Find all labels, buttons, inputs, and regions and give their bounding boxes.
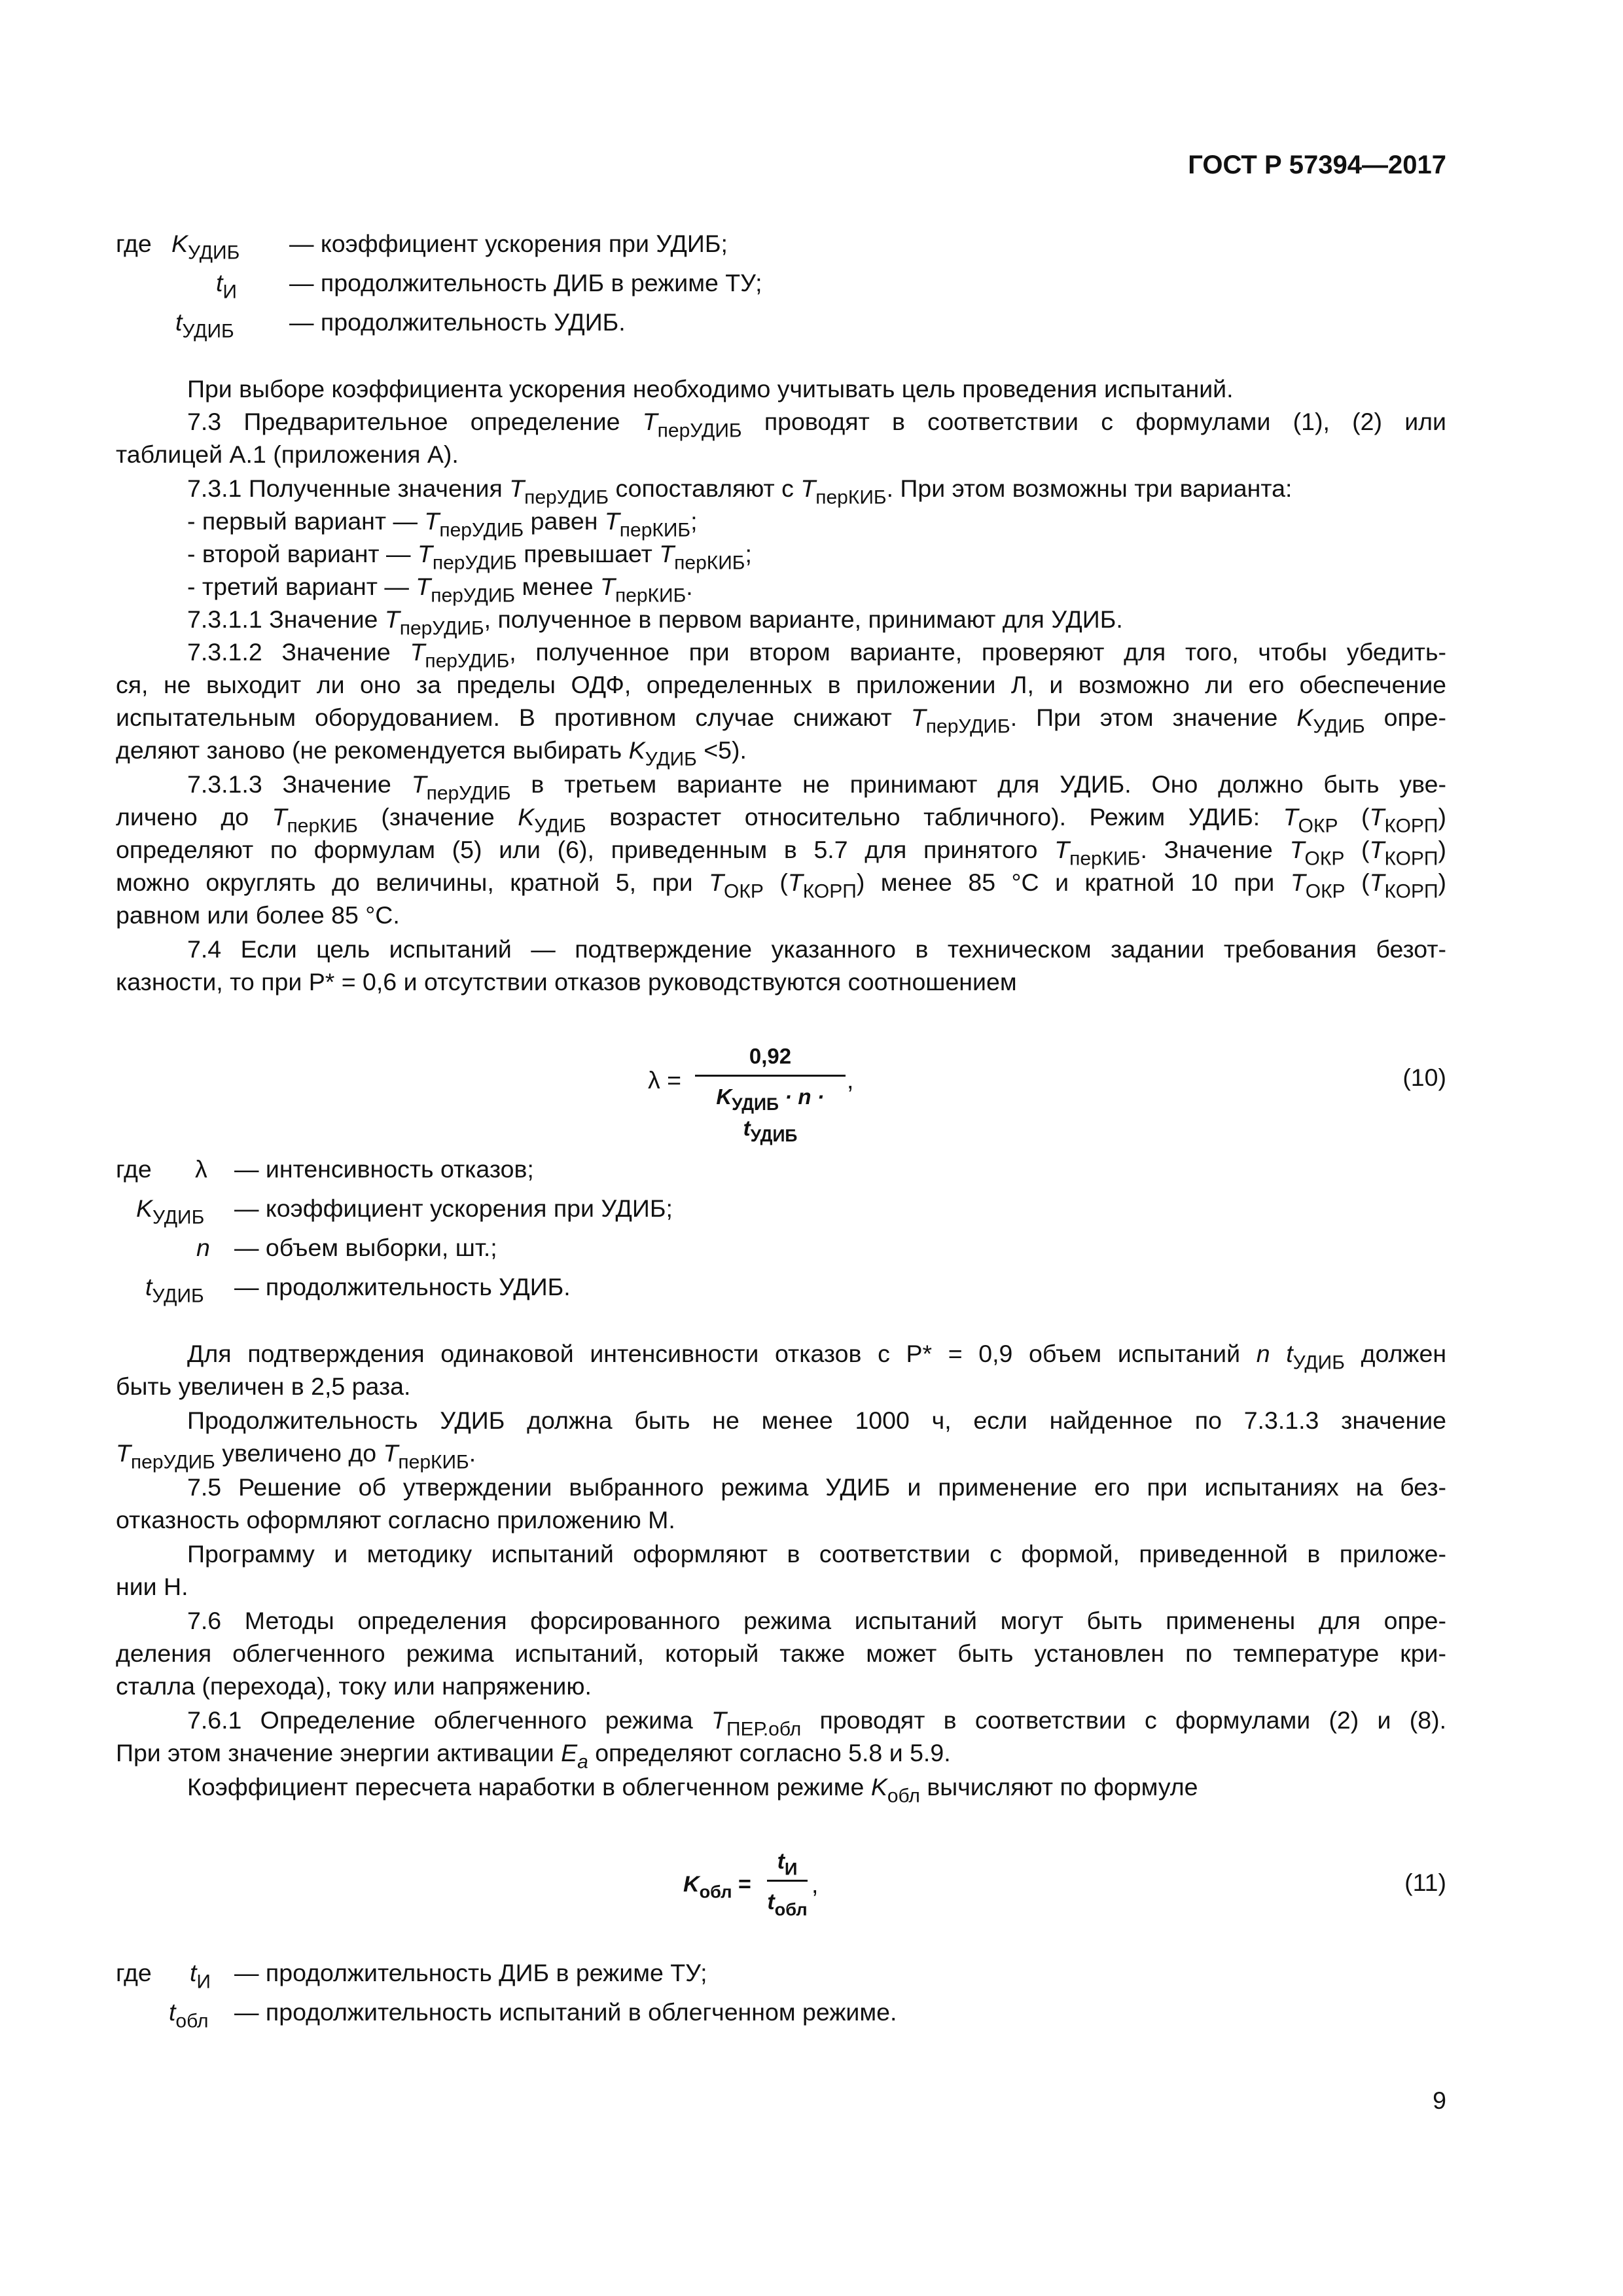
- def-text: — продолжительность ДИБ в режиме ТУ;: [234, 1959, 707, 1986]
- def-prefix: где: [116, 230, 152, 257]
- def-symbol: λ: [195, 1155, 207, 1183]
- paragraph-7-3-1-3-line: равном или более 85 °С.: [116, 901, 400, 929]
- def-text: — интенсивность отказов;: [234, 1155, 534, 1183]
- paragraph-7-3-1: 7.3.1 Полученные значения $T_{перУДИБ}$ сопоставляют с $T_{перКИБ}$. При этом возможны три варианта:: [187, 475, 1293, 509]
- paragraph-7-3-1-3-line: личено до $T_{перКИБ}$ (значение $K_{УДИБ}$ возрастет относительно табличного). Режим УДИБ: $T_{ОКР}$ $(T_{КОРП})$: [116, 803, 1446, 837]
- paragraph: При выборе коэффициента ускорения необходимо учитывать цель проведения испытаний.: [187, 375, 1234, 403]
- paragraph-7-3-1-2-line: 7.3.1.2 Значение $T_{перУДИБ}$, полученное при втором варианте, проверяют для того, чтобы убедить-: [187, 638, 1446, 672]
- paragraph-7-3-1-3-line: 7.3.1.3 Значение $T_{перУДИБ}$ в третьем варианте не принимают для УДИБ. Оно должно быть уве-: [187, 770, 1447, 804]
- paragraph-7-3-1-2-line: ся, не выходит ли оно за пределы ОДФ, определенных в приложении Л, и возможно ли его обеспечение: [116, 671, 1446, 698]
- paragraph-line: Для подтверждения одинаковой интенсивности отказов с Р* = 0,9 объем испытаний n $t_{УДИБ}$ должен: [187, 1340, 1447, 1374]
- eq11-comma: ,: [812, 1871, 819, 1898]
- eq11-denominator: $t_{обл}$: [767, 1890, 808, 1920]
- fraction-bar: [767, 1880, 808, 1882]
- def-symbol: $t_И$: [216, 269, 237, 303]
- eq11-lhs: $K_{обл}$ =: [683, 1872, 751, 1902]
- fraction-bar: [695, 1075, 846, 1077]
- paragraph-7-3-1-2-line: деляют заново (не рекомендуется выбирать $K_{УДИБ} <5$).: [116, 736, 747, 770]
- page-number: 9: [1433, 2087, 1446, 2114]
- def-symbol: $t_И$: [190, 1959, 211, 1993]
- def-symbol: $K_{УДИБ}$: [136, 1194, 205, 1229]
- paragraph-line: быть увеличен в 2,5 раза.: [116, 1372, 411, 1400]
- paragraph-7-5-line: отказность оформляют согласно приложению М.: [116, 1506, 675, 1534]
- def-symbol: $t_{УДИБ}$: [175, 308, 234, 342]
- def-prefix: где: [116, 1155, 152, 1183]
- paragraph-7-3-1-3-line: можно округлять до величины, кратной 5, при $T_{ОКР}$ $(T_{КОРП})$ менее 85 °С и кратной 10 при $T_{ОКР}$ $(T_{КОРП})$: [116, 869, 1447, 903]
- paragraph-7-3-line: таблицей А.1 (приложения А).: [116, 440, 459, 468]
- paragraph-7-6-line: 7.6 Методы определения форсированного режима испытаний могут быть применены для опре-: [187, 1607, 1446, 1634]
- paragraph-7-5-line: 7.5 Решение об утверждении выбранного режима УДИБ и применение его при испытаниях на без-: [187, 1473, 1446, 1501]
- equation-number: (10): [1402, 1064, 1446, 1091]
- paragraph-7-3-line: 7.3 Предварительное определение $T_{перУДИБ}$ проводят в соответствии с формулами (1), (2) или: [187, 408, 1446, 442]
- paragraph-7-3-1-2-line: испытательным оборудованием. В противном случае снижают $T_{перУДИБ}$. При этом значение $K_{УДИБ}$ опре-: [116, 704, 1446, 738]
- def-symbol: n: [196, 1234, 210, 1261]
- def-prefix: где: [116, 1959, 152, 1986]
- def-text: — продолжительность ДИБ в режиме ТУ;: [289, 269, 762, 296]
- def-text: — коэффициент ускорения при УДИБ;: [289, 230, 728, 257]
- eq10-comma: ,: [847, 1066, 854, 1094]
- def-text: — продолжительность испытаний в облегченном режиме.: [234, 1998, 897, 2026]
- paragraph-7-6-line: сталла (перехода), току или напряжению.: [116, 1672, 592, 1700]
- paragraph-7-3-1-3-line: определяют по формулам (5) или (6), приведенным в 5.7 для принятого $T_{перКИБ}$. Значение $T_{ОКР}$ $(T_{КОРП})$: [116, 836, 1446, 870]
- def-text: — коэффициент ускорения при УДИБ;: [234, 1194, 673, 1222]
- paragraph-7-4-line: казности, то при Р* = 0,6 и отсутствии отказов руководствуются соотношением: [116, 968, 1017, 996]
- variant-item: - третий вариант — $T_{перУДИБ}$ менее $T_{перКИБ}$.: [187, 573, 693, 607]
- def-text: — продолжительность УДИБ.: [289, 308, 626, 336]
- variant-item: - первый вариант — $T_{перУДИБ}$ равен $T_{перКИБ}$;: [187, 507, 698, 541]
- equation-number: (11): [1404, 1869, 1446, 1896]
- paragraph-line: Программу и методику испытаний оформляют в соответствии с формой, приведенной в приложе-: [187, 1540, 1446, 1568]
- def-symbol: $K_{УДИБ}$: [171, 230, 240, 264]
- paragraph-7-6-1-line: 7.6.1 Определение облегченного режима $T_{ПЕР.обл}$ проводят в соответствии с формулами (2) и (8).: [187, 1706, 1447, 1740]
- paragraph-7-4-line: 7.4 Если цель испытаний — подтверждение указанного в техническом задании требования безот-: [187, 935, 1446, 963]
- paragraph-line: Продолжительность УДИБ должна быть не менее 1000 ч, если найденное по 7.3.1.3 значение: [187, 1407, 1446, 1434]
- eq10-denominator: $K_{УДИБ} \cdot n \cdot t_{УДИБ}$: [716, 1085, 825, 1146]
- variant-item: - второй вариант — $T_{перУДИБ}$ превышает $T_{перКИБ}$;: [187, 540, 752, 574]
- def-symbol: $t_{УДИБ}$: [145, 1273, 204, 1307]
- paragraph-7-3-1-1: 7.3.1.1 Значение $T_{перУДИБ}$, полученное в первом варианте, принимают для УДИБ.: [187, 605, 1123, 639]
- document-header: ГОСТ Р 57394—2017: [1188, 151, 1446, 179]
- paragraph-line: нии Н.: [116, 1573, 188, 1600]
- eq11-numerator: $t_И$: [777, 1849, 798, 1879]
- def-text: — объем выборки, шт.;: [234, 1234, 497, 1261]
- def-text: — продолжительность УДИБ.: [234, 1273, 571, 1300]
- def-symbol: $t_{обл}$: [169, 1998, 209, 2032]
- paragraph-7-6-1-line: При этом значение энергии активации $E_a$ определяют согласно 5.8 и 5.9.: [116, 1739, 951, 1773]
- paragraph-line: $T_{перУДИБ}$ увеличено до $T_{перКИБ}$.: [116, 1439, 476, 1473]
- eq10-lhs: λ =: [648, 1066, 682, 1094]
- paragraph-line: Коэффициент пересчета наработки в облегченном режиме $K_{обл}$ вычисляют по формуле: [187, 1773, 1198, 1807]
- paragraph-7-6-line: деления облегченного режима испытаний, который также может быть установлен по температуре кри-: [116, 1640, 1446, 1667]
- eq10-numerator: 0,92: [749, 1044, 792, 1068]
